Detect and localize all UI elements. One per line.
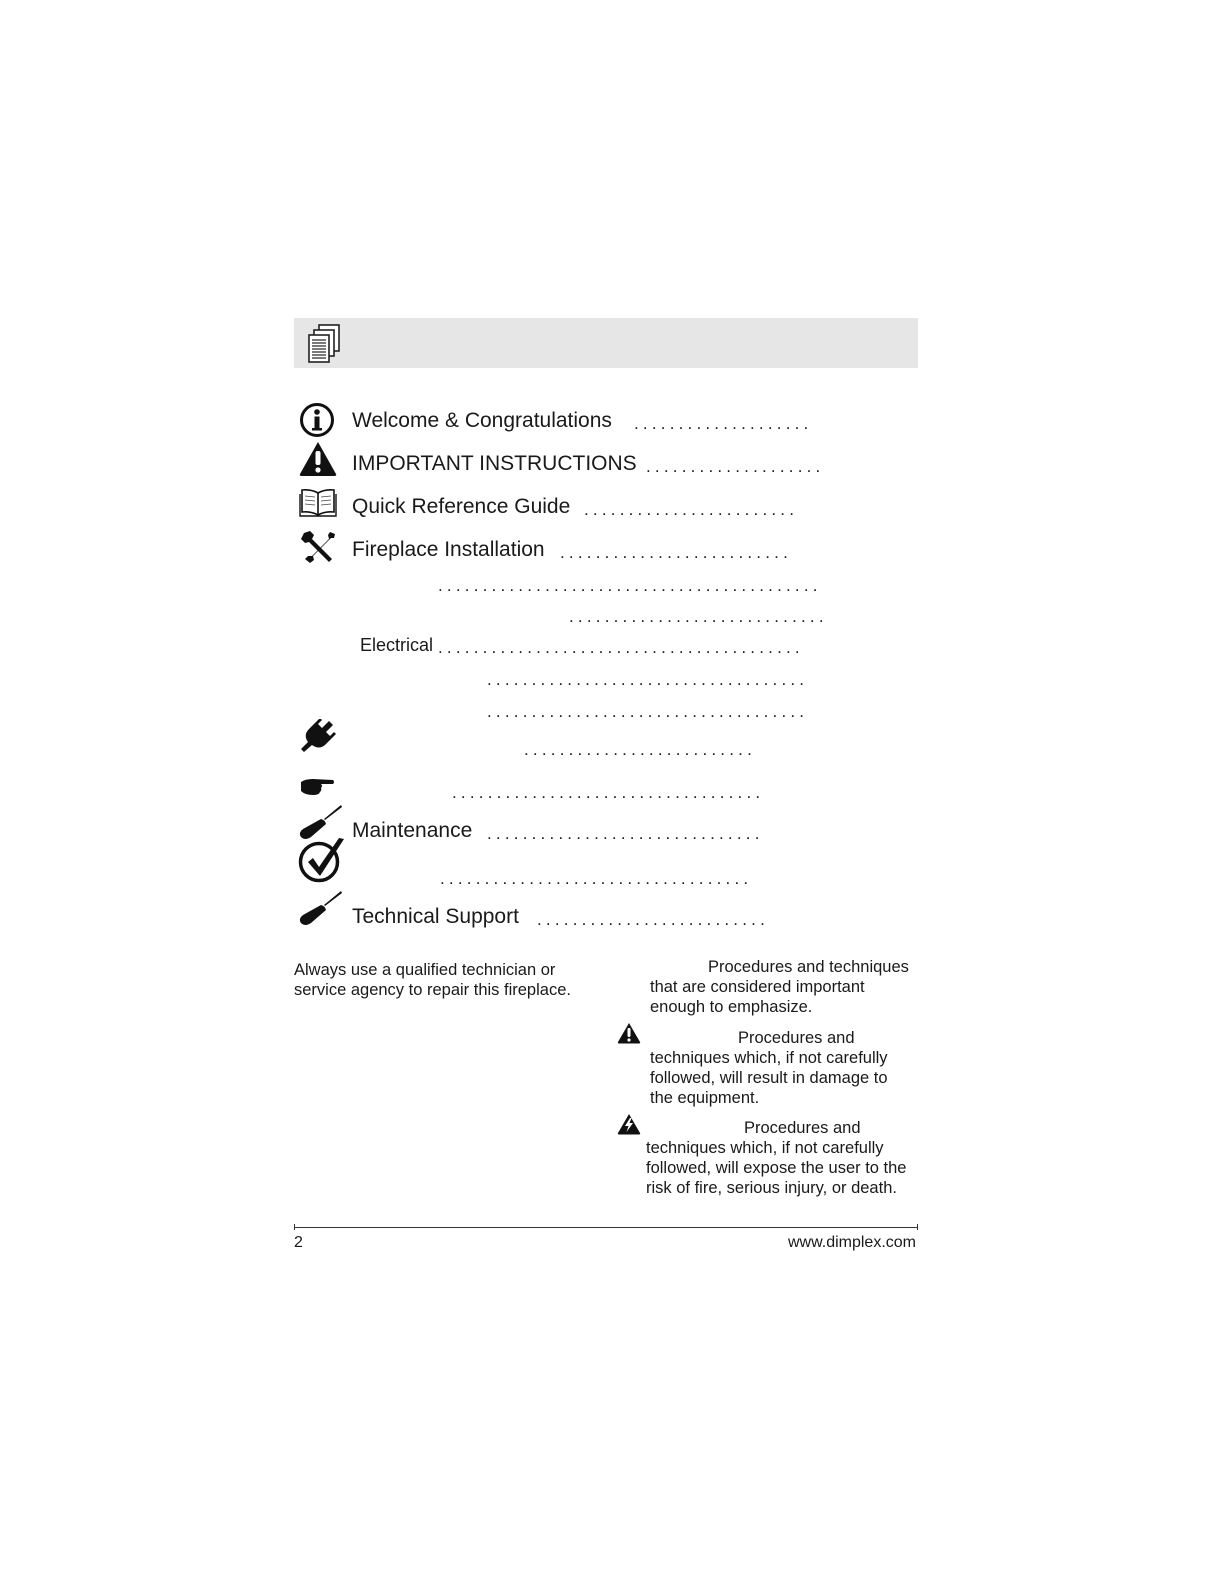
header-bar [294, 318, 918, 368]
toc-electrical[interactable]: Electrical [360, 635, 434, 655]
toc-sub-2-leader: ............................. [569, 607, 828, 626]
note-caution-body: techniques which, if not carefully followed, will result in damage to the equipment. [650, 1049, 888, 1107]
note-warning-body: techniques which, if not carefully followed, will expose the user to the risk of fire, serious injury, or death. [646, 1139, 907, 1197]
note-warning-line-1: Procedures and [744, 1119, 861, 1137]
toc-maintenance-leader: ............................... [487, 824, 764, 843]
warning-icon [298, 440, 338, 477]
toc-quick-reference-leader: ........................ [584, 500, 799, 519]
page-number: 2 [294, 1234, 303, 1251]
toc-maintenance[interactable]: Maintenance [352, 819, 473, 842]
toc-important[interactable]: IMPORTANT INSTRUCTIONS [352, 452, 637, 475]
toc-sub-1-leader: ........................................... [438, 576, 822, 595]
book-icon [299, 488, 337, 518]
plug-icon [299, 719, 337, 753]
toc-important-leader: .................... [646, 457, 825, 476]
note-emphasis-line-1: Procedures and techniques [708, 958, 909, 976]
toc-technical-support-leader: .......................... [537, 910, 770, 929]
documents-icon [308, 324, 342, 364]
toc-installation[interactable]: Fireplace Installation [352, 538, 545, 561]
toc-welcome[interactable]: Welcome & Congratulations [352, 409, 612, 432]
toc-electrical-leader: ......................................... [438, 638, 804, 657]
toc-plug-leader: .......................... [524, 740, 757, 759]
repair-notice: Always use a qualified technician or service agency to repair this fireplace. [294, 961, 571, 999]
toc-welcome-leader: .................... [634, 414, 813, 433]
toc-quick-reference[interactable]: Quick Reference Guide [352, 495, 571, 518]
pointing-hand-icon [299, 776, 335, 798]
toc-check-leader: ................................... [440, 869, 753, 888]
toc-technical-support[interactable]: Technical Support [352, 905, 519, 928]
footer-url[interactable]: www.dimplex.com [787, 1234, 916, 1251]
caution-icon [617, 1022, 641, 1044]
toc-sub-5-leader: .................................... [487, 702, 809, 721]
note-emphasis-body: that are considered important enough to emphasize. [650, 978, 865, 1016]
footer-divider [294, 1227, 918, 1228]
checkmark-icon [298, 836, 346, 884]
screwdriver-icon [299, 890, 343, 926]
toc-installation-leader: .......................... [560, 543, 793, 562]
screwdriver-icon [299, 804, 343, 840]
toc-sub-4-leader: .................................... [487, 670, 809, 689]
electric-warning-icon [617, 1113, 641, 1135]
info-icon [299, 402, 335, 438]
toc-pointer-leader: ................................... [452, 783, 765, 802]
note-caution-line-1: Procedures and [738, 1029, 855, 1047]
tools-icon [300, 529, 338, 565]
